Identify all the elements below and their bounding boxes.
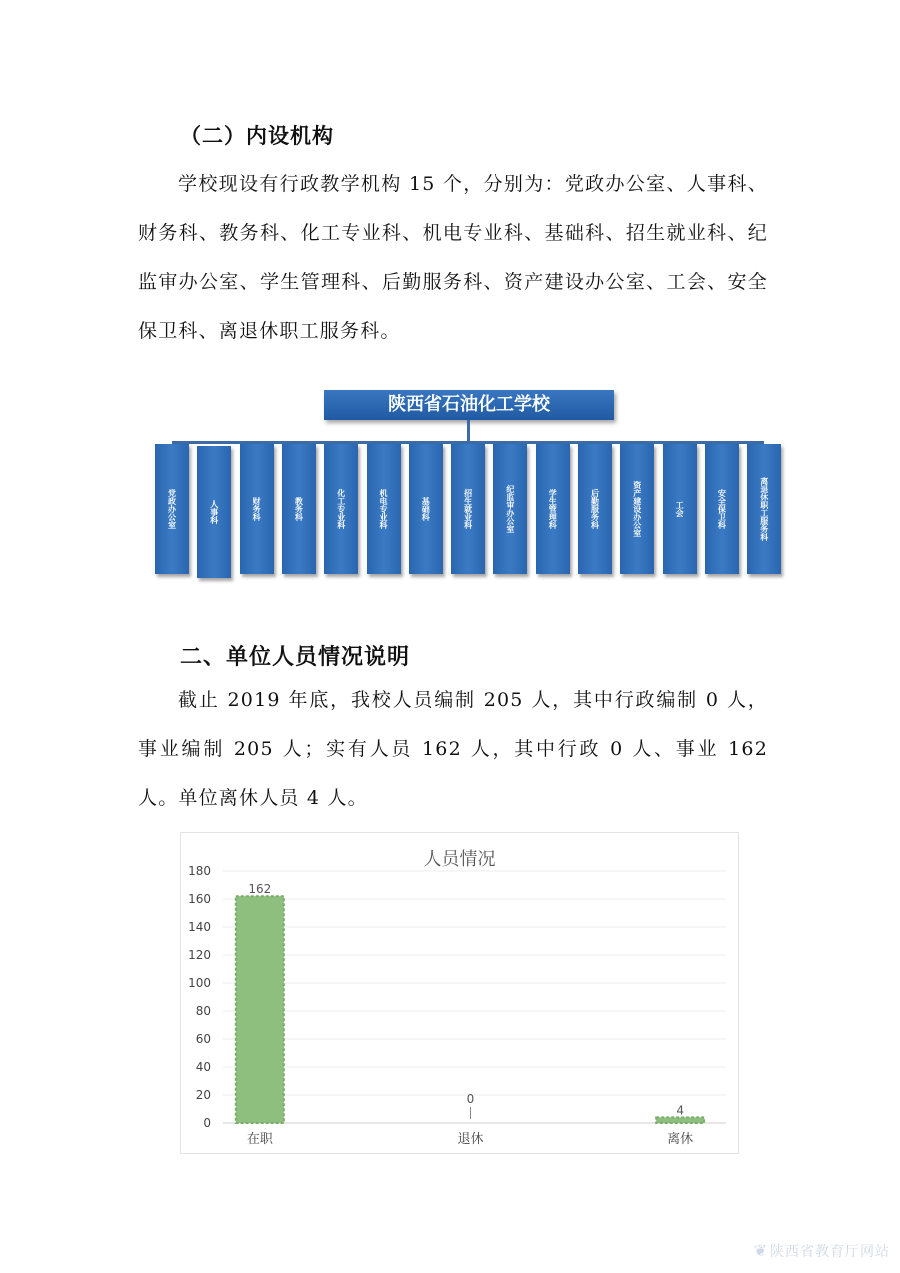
watermark <box>754 1241 890 1261</box>
org-department-box: 招生就业科 <box>451 444 485 574</box>
org-department-box: 教务科 <box>282 444 316 574</box>
org-department-box: 化工专业科 <box>324 444 358 574</box>
staff-chart <box>180 832 739 1154</box>
org-department-box: 学生管理科 <box>536 444 570 574</box>
data-label: 0 <box>466 1092 475 1106</box>
org-department-box: 安全保卫科 <box>705 444 739 574</box>
org-root: 陕西省石油化工学校 <box>324 390 614 420</box>
org-department-box: 工会 <box>663 444 697 574</box>
y-tick-label: 20 <box>195 1088 211 1102</box>
y-tick-label: 0 <box>203 1116 211 1130</box>
y-tick-label: 80 <box>195 1004 211 1018</box>
watermark-text: 陕西省教育厅网站 <box>770 1244 890 1260</box>
x-tick-label: 在职 <box>246 1132 273 1147</box>
org-connector-horizontal <box>172 441 764 444</box>
org-department-box: 财务科 <box>240 444 274 574</box>
y-tick-label: 120 <box>188 948 211 962</box>
staff-paragraph: 截止 2019 年底，我校人员编制 205 人，其中行政编制 0 人，事业编制 205 人；实有人员 162 人，其中行政 0 人、事业 162 人。单位离休人员 4 人。 <box>138 689 768 809</box>
data-label: 162 <box>248 882 272 897</box>
org-paragraph: 学校现设有行政教学机构 15 个，分别为：党政办公室、人事科、财务科、教务科、化工专业科、机电专业科、基础科、招生就业科、纪监审办公室、学生管理科、后勤服务科、资产建设办公室、工会、安全保卫科、离退休职工服务科。 <box>138 173 768 342</box>
x-tick-label: 离休 <box>667 1132 694 1147</box>
org-department-box: 机电专业科 <box>367 444 401 574</box>
org-department-box: 后勤服务科 <box>578 444 612 574</box>
y-tick-label: 140 <box>188 920 211 934</box>
bar <box>236 896 284 1123</box>
y-tick-label: 40 <box>195 1060 211 1074</box>
data-label: 4 <box>676 1103 684 1118</box>
org-department-box: 人事科 <box>197 446 231 578</box>
bar <box>656 1117 704 1123</box>
org-department-box: 纪监审办公室 <box>493 444 527 574</box>
org-department-box: 基础科 <box>409 444 443 574</box>
y-tick-label: 160 <box>188 892 211 906</box>
y-tick-label: 100 <box>188 976 211 990</box>
org-department-box: 资产建设办公室 <box>620 444 654 574</box>
chart-title: 人员情况 <box>423 849 496 870</box>
x-tick-label: 退休 <box>457 1132 484 1147</box>
leaf-icon: ❦ <box>753 1241 768 1260</box>
section-main-heading: 二、单位人员情况说明 <box>180 645 411 670</box>
org-department-box: 党政办公室 <box>155 444 189 574</box>
org-connector-vertical <box>467 420 470 442</box>
staff-chart-svg <box>181 833 738 1153</box>
section-sub-heading: （二）内设机构 <box>180 123 334 148</box>
y-tick-label: 60 <box>195 1032 211 1046</box>
org-department-box: 离退休职工服务科 <box>747 444 781 574</box>
y-tick-label: 180 <box>188 864 211 878</box>
